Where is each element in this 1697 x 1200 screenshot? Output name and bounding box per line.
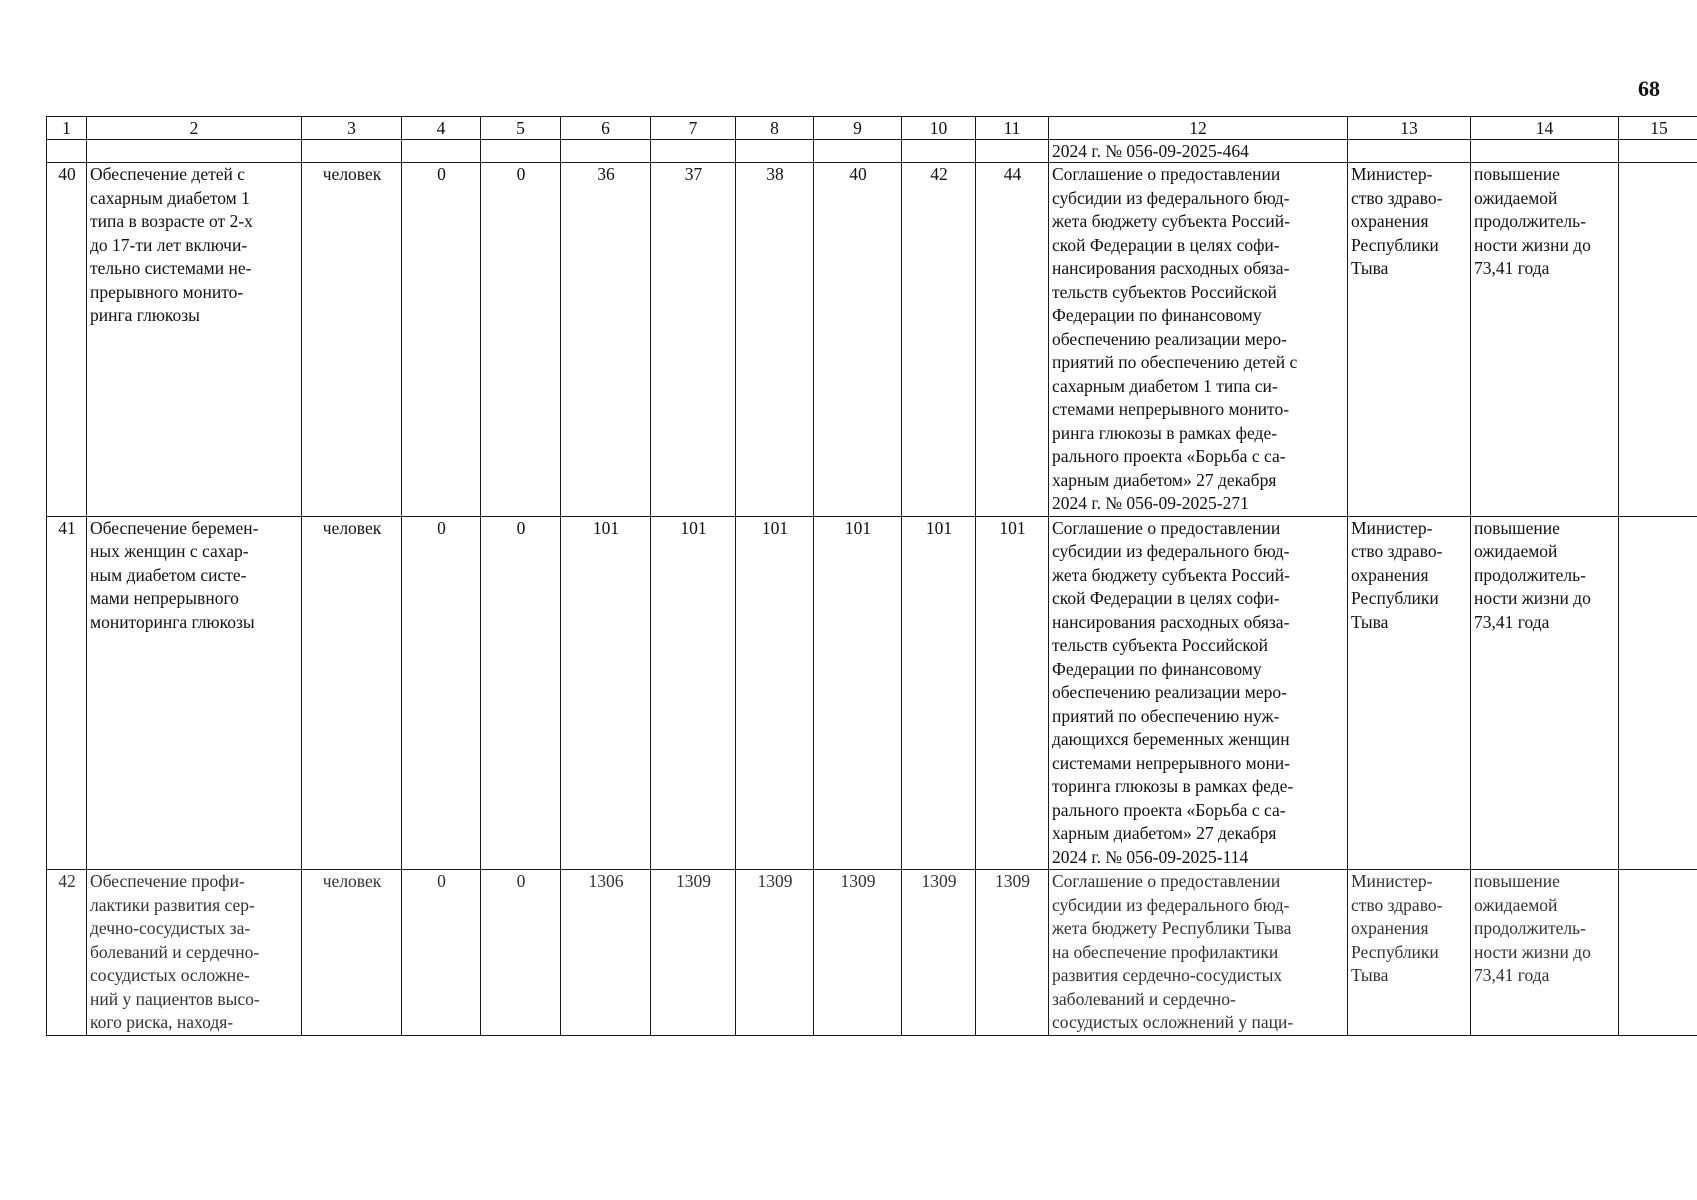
column-header: 9 [814,117,902,140]
column-header: 1 [47,117,87,140]
table-row [47,163,1697,517]
column-header: 2 [87,117,302,140]
empty-cell [902,140,976,163]
value-cell: 0 [481,516,561,870]
value-cell: 0 [481,870,561,1036]
result-cell: повышение ожидаемой продолжитель- ности жизни до 73,41 года [1471,870,1619,1036]
value-cell: 40 [814,163,902,517]
empty-cell [87,140,302,163]
basis-cell: Соглашение о предоставлении субсидии из федерального бюд- жета бюджету субъекта Россий- ской Федерации в целях софи- нансирования расходных обяза- тельств субъектов Российской Федерации по финансовому обеспечению реализации меро- приятий по обеспечению детей с сахарным диабетом 1 типа си- стемами непрерывного монито- ринга глюкозы в рамках феде- рального проекта «Борьба с са- харным диабетом» 27 декабря 2024 г. № 056-09-2025-271 [1049,163,1348,517]
column-header: 12 [1049,117,1348,140]
column-header: 8 [736,117,814,140]
empty-cell [976,140,1049,163]
column-15-cell [1619,163,1697,517]
value-cell: 101 [976,516,1049,870]
value-cell: 1309 [902,870,976,1036]
value-cell: 101 [736,516,814,870]
value-cell: 0 [481,163,561,517]
continuation-row [47,140,1697,163]
column-header: 14 [1471,117,1619,140]
result-cell: повышение ожидаемой продолжитель- ности жизни до 73,41 года [1471,163,1619,517]
row-number: 41 [47,516,87,870]
indicator-name: Обеспечение беремен- ных женщин с сахар- ным диабетом систе- мами непрерывного мониторинга глюкозы [87,516,302,870]
table-row [47,870,1697,1036]
empty-cell [302,140,402,163]
empty-cell [736,140,814,163]
indicator-name: Обеспечение детей с сахарным диабетом 1 типа в возрасте от 2-х до 17-ти лет включи- тельно системами не- прерывного монито- ринга глюкозы [87,163,302,517]
table-header-row [47,117,1697,140]
empty-cell [1619,140,1697,163]
value-cell: 101 [902,516,976,870]
column-15-cell [1619,516,1697,870]
column-header: 15 [1619,117,1697,140]
column-header: 10 [902,117,976,140]
unit-cell: человек [302,516,402,870]
column-header: 3 [302,117,402,140]
value-cell: 1309 [814,870,902,1036]
empty-cell [561,140,651,163]
value-cell: 38 [736,163,814,517]
value-cell: 0 [402,870,481,1036]
empty-cell [814,140,902,163]
column-header: 6 [561,117,651,140]
value-cell: 37 [651,163,736,517]
column-header: 13 [1348,117,1471,140]
row-number: 40 [47,163,87,517]
value-cell: 36 [561,163,651,517]
value-cell: 1306 [561,870,651,1036]
responsible-cell: Министер- ство здраво- охранения Республики Тыва [1348,870,1471,1036]
basis-cell: Соглашение о предоставлении субсидии из федерального бюд- жета бюджету субъекта Россий- ской Федерации в целях софи- нансирования расходных обяза- тельств субъекта Российской Федерации по финансовому обеспечению реализации меро- приятий по обеспечению нуж- дающихся беременных женщин системами непрерывного мони- торинга глюкозы в рамках феде- рального проекта «Борьба с са- харным диабетом» 27 декабря 2024 г. № 056-09-2025-114 [1049,516,1348,870]
empty-cell [402,140,481,163]
column-header: 5 [481,117,561,140]
row-number: 42 [47,870,87,1036]
result-cell: повышение ожидаемой продолжитель- ности жизни до 73,41 года [1471,516,1619,870]
column-header: 11 [976,117,1049,140]
column-header: 7 [651,117,736,140]
value-cell: 1309 [736,870,814,1036]
value-cell: 1309 [976,870,1049,1036]
empty-cell [1471,140,1619,163]
page-number: 68 [1638,76,1660,101]
value-cell: 42 [902,163,976,517]
column-header: 4 [402,117,481,140]
value-cell: 44 [976,163,1049,517]
value-cell: 101 [651,516,736,870]
empty-cell [651,140,736,163]
value-cell: 101 [814,516,902,870]
column-15-cell [1619,870,1697,1036]
unit-cell: человек [302,163,402,517]
empty-cell [47,140,87,163]
value-cell: 0 [402,516,481,870]
responsible-cell: Министер- ство здраво- охранения Республики Тыва [1348,163,1471,517]
responsible-cell: Министер- ство здраво- охранения Республики Тыва [1348,516,1471,870]
continuation-basis-cell: 2024 г. № 056-09-2025-464 [1049,140,1348,163]
empty-cell [481,140,561,163]
table-row [47,516,1697,870]
unit-cell: человек [302,870,402,1036]
value-cell: 101 [561,516,651,870]
indicator-name: Обеспечение профи- лактики развития сер- дечно-сосудистых за- болеваний и сердечно- сосудистых осложне- ний у пациентов высо- кого риска, находя- [87,870,302,1036]
empty-cell [1348,140,1471,163]
value-cell: 1309 [651,870,736,1036]
value-cell: 0 [402,163,481,517]
indicators-table [46,116,1697,1036]
basis-cell: Соглашение о предоставлении субсидии из федерального бюд- жета бюджету Республики Тыва на обеспечение профилактики развития сердечно-сосудистых заболеваний и сердечно- сосудистых осложнений у паци- [1049,870,1348,1036]
